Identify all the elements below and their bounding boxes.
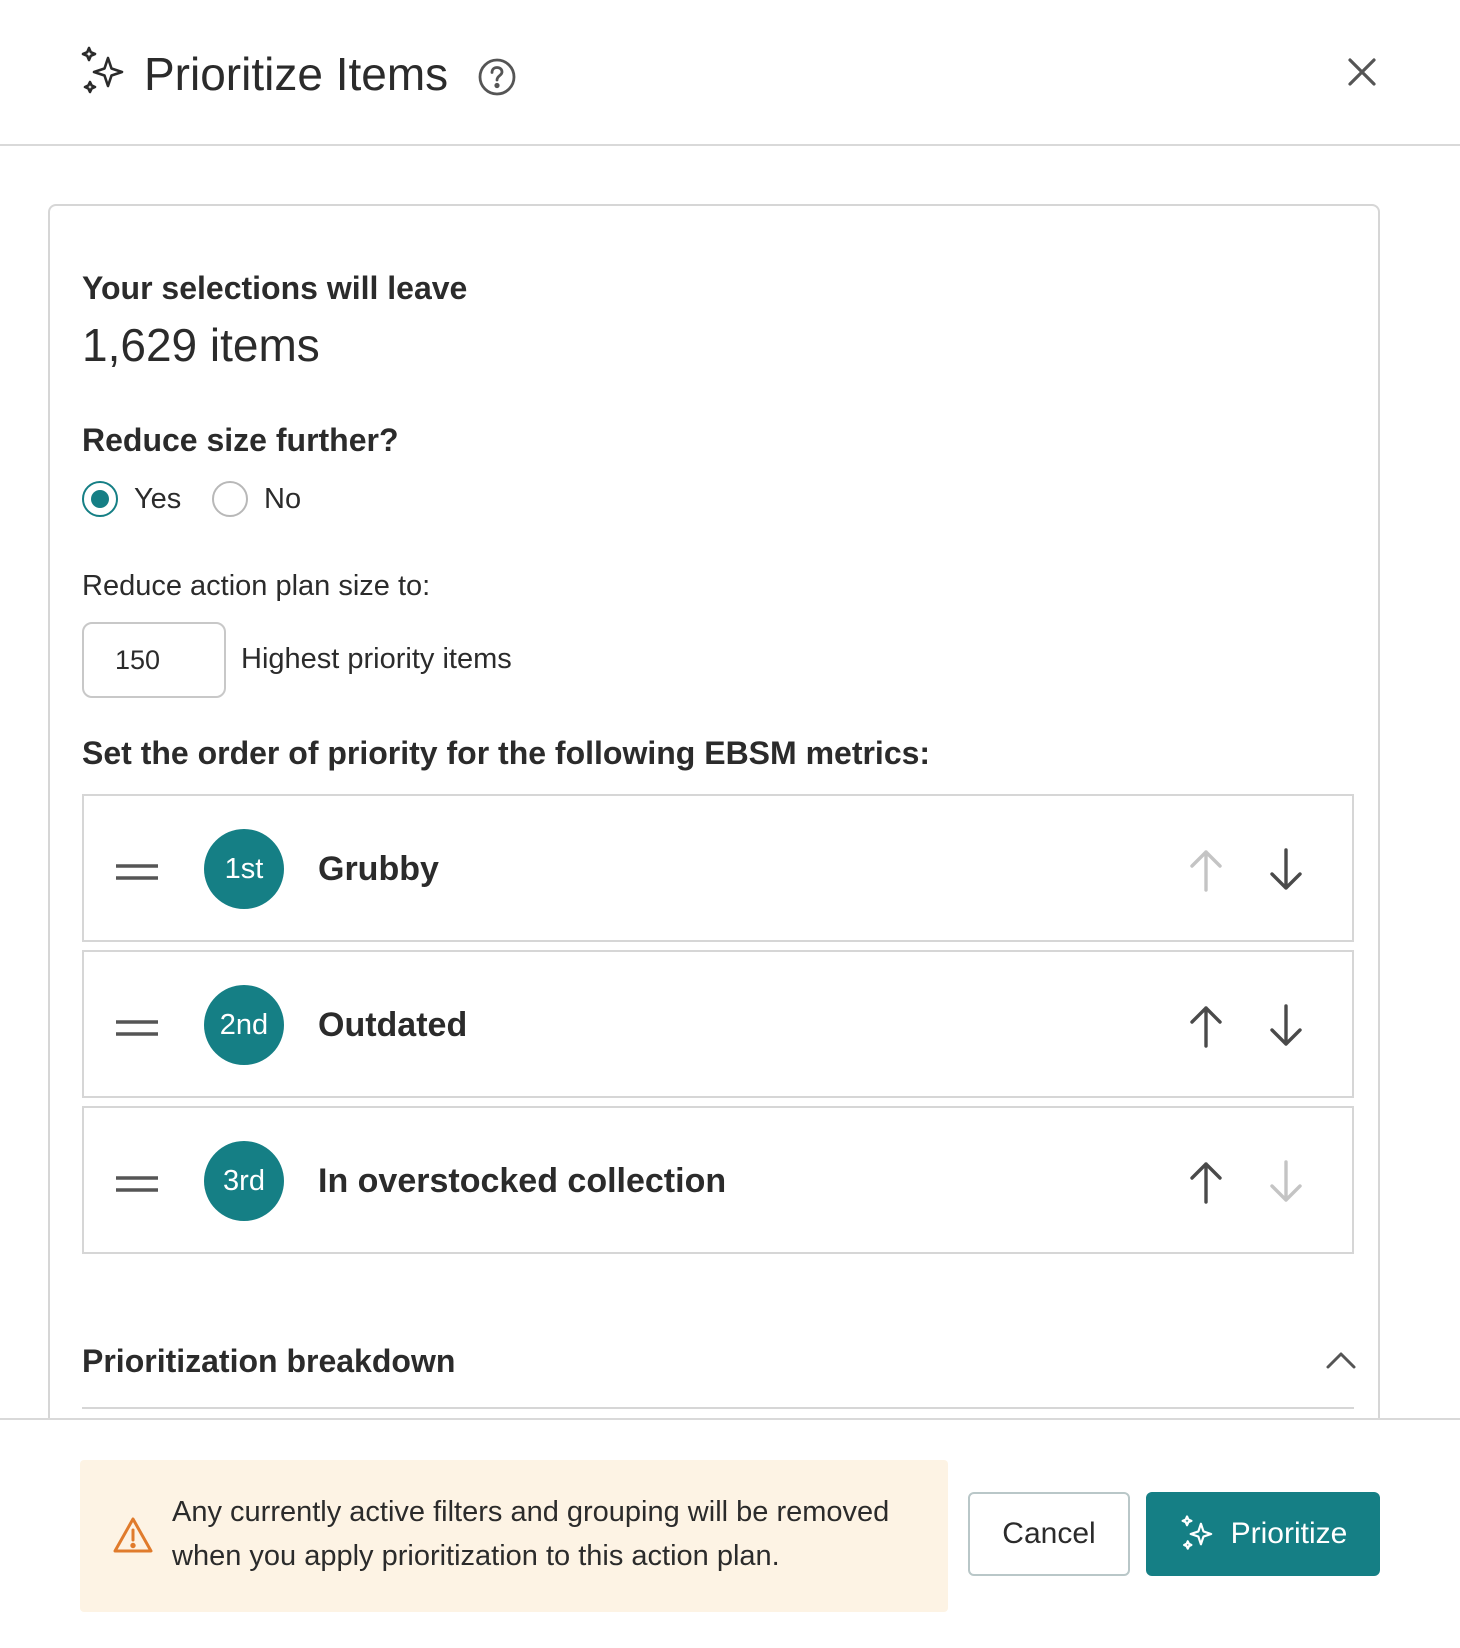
sparkle-icon <box>1179 1515 1217 1553</box>
radio-yes[interactable] <box>82 480 181 518</box>
radio-no-circle[interactable] <box>212 481 248 517</box>
metric-row-grubby <box>82 794 1354 942</box>
priority-order-label: Set the order of priority for the following EBSM metrics: <box>82 735 931 771</box>
radio-yes-circle[interactable] <box>82 481 118 517</box>
metric-row-outdated <box>82 950 1354 1098</box>
metric-name: Outdated <box>318 1006 468 1044</box>
metric-name: In overstocked collection <box>318 1162 727 1200</box>
rank-badge: 3rd <box>204 1141 284 1221</box>
metric-name: Grubby <box>318 850 439 888</box>
radio-yes-label[interactable]: Yes <box>134 482 182 515</box>
arrow-up-icon[interactable] <box>1186 848 1226 892</box>
arrow-up-icon[interactable] <box>1186 1004 1226 1048</box>
sparkle-icon <box>78 46 130 98</box>
size-input[interactable] <box>82 622 226 698</box>
items-count: 1,629 items <box>82 319 320 371</box>
close-icon[interactable] <box>1342 52 1382 92</box>
arrow-down-icon[interactable] <box>1266 848 1306 892</box>
drag-handle-icon[interactable] <box>116 1019 158 1037</box>
size-label: Reduce action plan size to: <box>82 570 431 602</box>
selections-label: Your selections will leave <box>82 270 468 306</box>
cancel-button[interactable]: Cancel <box>968 1492 1130 1576</box>
prioritize-button-label[interactable]: Prioritize <box>1230 1517 1348 1550</box>
arrow-up-icon[interactable] <box>1186 1160 1226 1204</box>
drag-handle-icon[interactable] <box>116 863 158 881</box>
help-circle-icon[interactable] <box>476 56 518 98</box>
arrow-down-icon[interactable] <box>1266 1004 1306 1048</box>
breakdown-label[interactable]: Prioritization breakdown <box>82 1343 456 1379</box>
arrow-down-icon[interactable] <box>1266 1160 1306 1204</box>
metric-row-overstocked <box>82 1106 1354 1254</box>
warning-icon <box>112 1516 154 1554</box>
rank-badge: 2nd <box>204 985 284 1065</box>
prioritize-button[interactable] <box>1146 1492 1380 1576</box>
size-suffix: Highest priority items <box>241 643 512 675</box>
reduce-question: Reduce size further? <box>82 422 399 458</box>
dialog-footer <box>0 1418 1460 1648</box>
chevron-up-icon[interactable] <box>1324 1348 1358 1372</box>
drag-handle-icon[interactable] <box>116 1175 158 1193</box>
warning-banner <box>80 1460 948 1612</box>
rank-badge: 1st <box>204 829 284 909</box>
dialog-title: Prioritize Items <box>144 48 449 100</box>
dialog-header <box>0 0 1460 146</box>
warning-text: Any currently active filters and grouping will be removed when you apply prioritization to this action plan. <box>172 1496 890 1572</box>
radio-no[interactable] <box>212 480 301 518</box>
radio-no-label[interactable]: No <box>264 482 302 515</box>
divider <box>82 1407 1354 1409</box>
